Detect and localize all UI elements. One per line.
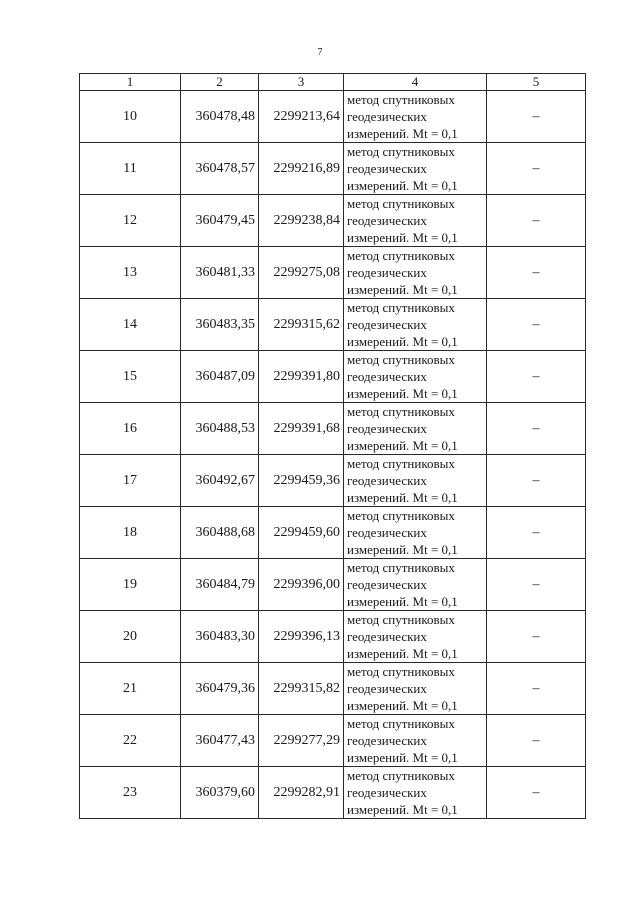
method-line-1: метод спутниковых <box>347 508 455 523</box>
table-row <box>80 195 586 247</box>
method-line-3: измерений. Mt = 0,1 <box>347 594 458 609</box>
method-cell <box>344 611 487 663</box>
method-line-3: измерений. Mt = 0,1 <box>347 334 458 349</box>
x-coordinate: 360478,48 <box>181 91 259 143</box>
table-row <box>80 143 586 195</box>
note-cell: – <box>487 403 586 455</box>
method-line-2: геодезических <box>347 577 427 592</box>
x-coordinate: 360484,79 <box>181 559 259 611</box>
method-cell <box>344 715 487 767</box>
method-line-3: измерений. Mt = 0,1 <box>347 438 458 453</box>
table-row <box>80 299 586 351</box>
point-number: 19 <box>80 559 181 611</box>
method-line-3: измерений. Mt = 0,1 <box>347 126 458 141</box>
x-coordinate: 360477,43 <box>181 715 259 767</box>
method-line-1: метод спутниковых <box>347 716 455 731</box>
y-coordinate: 2299459,36 <box>259 455 344 507</box>
method-line-3: измерений. Mt = 0,1 <box>347 178 458 193</box>
table-row <box>80 351 586 403</box>
method-cell <box>344 403 487 455</box>
header-col-4: 4 <box>344 74 487 91</box>
y-coordinate: 2299315,82 <box>259 663 344 715</box>
y-coordinate: 2299216,89 <box>259 143 344 195</box>
header-col-5: 5 <box>487 74 586 91</box>
page-number: 7 <box>317 47 323 58</box>
method-cell <box>344 143 487 195</box>
x-coordinate: 360483,30 <box>181 611 259 663</box>
coordinates-table <box>79 73 586 819</box>
y-coordinate: 2299396,13 <box>259 611 344 663</box>
point-number: 17 <box>80 455 181 507</box>
table-header <box>80 74 586 91</box>
table-row <box>80 715 586 767</box>
table-row <box>80 247 586 299</box>
method-cell <box>344 767 487 819</box>
point-number: 14 <box>80 299 181 351</box>
method-line-2: геодезических <box>347 109 427 124</box>
x-coordinate: 360481,33 <box>181 247 259 299</box>
table-row <box>80 91 586 143</box>
note-cell: – <box>487 299 586 351</box>
note-cell: – <box>487 767 586 819</box>
y-coordinate: 2299213,64 <box>259 91 344 143</box>
method-line-1: метод спутниковых <box>347 300 455 315</box>
method-line-1: метод спутниковых <box>347 612 455 627</box>
header-col-2: 2 <box>181 74 259 91</box>
y-coordinate: 2299396,00 <box>259 559 344 611</box>
x-coordinate: 360483,35 <box>181 299 259 351</box>
method-line-2: геодезических <box>347 317 427 332</box>
table-row <box>80 403 586 455</box>
point-number: 16 <box>80 403 181 455</box>
method-line-3: измерений. Mt = 0,1 <box>347 542 458 557</box>
note-cell: – <box>487 91 586 143</box>
y-coordinate: 2299277,29 <box>259 715 344 767</box>
point-number: 20 <box>80 611 181 663</box>
method-cell <box>344 195 487 247</box>
method-line-2: геодезических <box>347 785 427 800</box>
note-cell: – <box>487 455 586 507</box>
note-cell: – <box>487 195 586 247</box>
method-line-2: геодезических <box>347 213 427 228</box>
point-number: 23 <box>80 767 181 819</box>
method-line-3: измерений. Mt = 0,1 <box>347 230 458 245</box>
method-line-3: измерений. Mt = 0,1 <box>347 490 458 505</box>
note-cell: – <box>487 715 586 767</box>
note-cell: – <box>487 507 586 559</box>
point-number: 11 <box>80 143 181 195</box>
header-col-1: 1 <box>80 74 181 91</box>
method-cell <box>344 91 487 143</box>
table-row <box>80 507 586 559</box>
method-line-1: метод спутниковых <box>347 92 455 107</box>
method-line-1: метод спутниковых <box>347 248 455 263</box>
header-row <box>80 74 586 91</box>
method-cell <box>344 299 487 351</box>
method-line-1: метод спутниковых <box>347 196 455 211</box>
note-cell: – <box>487 611 586 663</box>
note-cell: – <box>487 351 586 403</box>
method-cell <box>344 455 487 507</box>
y-coordinate: 2299315,62 <box>259 299 344 351</box>
method-line-1: метод спутниковых <box>347 456 455 471</box>
x-coordinate: 360488,68 <box>181 507 259 559</box>
method-line-2: геодезических <box>347 421 427 436</box>
table-body <box>80 91 586 819</box>
note-cell: – <box>487 559 586 611</box>
method-cell <box>344 351 487 403</box>
method-line-2: геодезических <box>347 265 427 280</box>
point-number: 12 <box>80 195 181 247</box>
method-line-2: геодезических <box>347 161 427 176</box>
method-line-3: измерений. Mt = 0,1 <box>347 386 458 401</box>
note-cell: – <box>487 143 586 195</box>
note-cell: – <box>487 247 586 299</box>
method-line-2: геодезических <box>347 733 427 748</box>
method-cell <box>344 247 487 299</box>
note-cell: – <box>487 663 586 715</box>
y-coordinate: 2299238,84 <box>259 195 344 247</box>
method-line-2: геодезических <box>347 369 427 384</box>
method-line-1: метод спутниковых <box>347 768 455 783</box>
point-number: 13 <box>80 247 181 299</box>
method-line-1: метод спутниковых <box>347 404 455 419</box>
method-line-2: геодезических <box>347 681 427 696</box>
x-coordinate: 360479,45 <box>181 195 259 247</box>
point-number: 22 <box>80 715 181 767</box>
point-number: 15 <box>80 351 181 403</box>
method-line-1: метод спутниковых <box>347 664 455 679</box>
method-cell <box>344 507 487 559</box>
method-line-2: геодезических <box>347 629 427 644</box>
y-coordinate: 2299459,60 <box>259 507 344 559</box>
method-line-1: метод спутниковых <box>347 352 455 367</box>
method-cell <box>344 663 487 715</box>
point-number: 21 <box>80 663 181 715</box>
method-line-1: метод спутниковых <box>347 560 455 575</box>
header-col-3: 3 <box>259 74 344 91</box>
method-line-1: метод спутниковых <box>347 144 455 159</box>
point-number: 18 <box>80 507 181 559</box>
y-coordinate: 2299391,80 <box>259 351 344 403</box>
table-row <box>80 663 586 715</box>
y-coordinate: 2299282,91 <box>259 767 344 819</box>
method-line-3: измерений. Mt = 0,1 <box>347 750 458 765</box>
x-coordinate: 360479,36 <box>181 663 259 715</box>
method-line-3: измерений. Mt = 0,1 <box>347 282 458 297</box>
method-line-3: измерений. Mt = 0,1 <box>347 698 458 713</box>
x-coordinate: 360488,53 <box>181 403 259 455</box>
table-row <box>80 767 586 819</box>
x-coordinate: 360379,60 <box>181 767 259 819</box>
table-row <box>80 611 586 663</box>
table-row <box>80 559 586 611</box>
point-number: 10 <box>80 91 181 143</box>
x-coordinate: 360487,09 <box>181 351 259 403</box>
method-line-2: геодезических <box>347 473 427 488</box>
method-line-2: геодезических <box>347 525 427 540</box>
method-line-3: измерений. Mt = 0,1 <box>347 646 458 661</box>
y-coordinate: 2299391,68 <box>259 403 344 455</box>
table-row <box>80 455 586 507</box>
x-coordinate: 360478,57 <box>181 143 259 195</box>
y-coordinate: 2299275,08 <box>259 247 344 299</box>
method-cell <box>344 559 487 611</box>
x-coordinate: 360492,67 <box>181 455 259 507</box>
method-line-3: измерений. Mt = 0,1 <box>347 802 458 817</box>
